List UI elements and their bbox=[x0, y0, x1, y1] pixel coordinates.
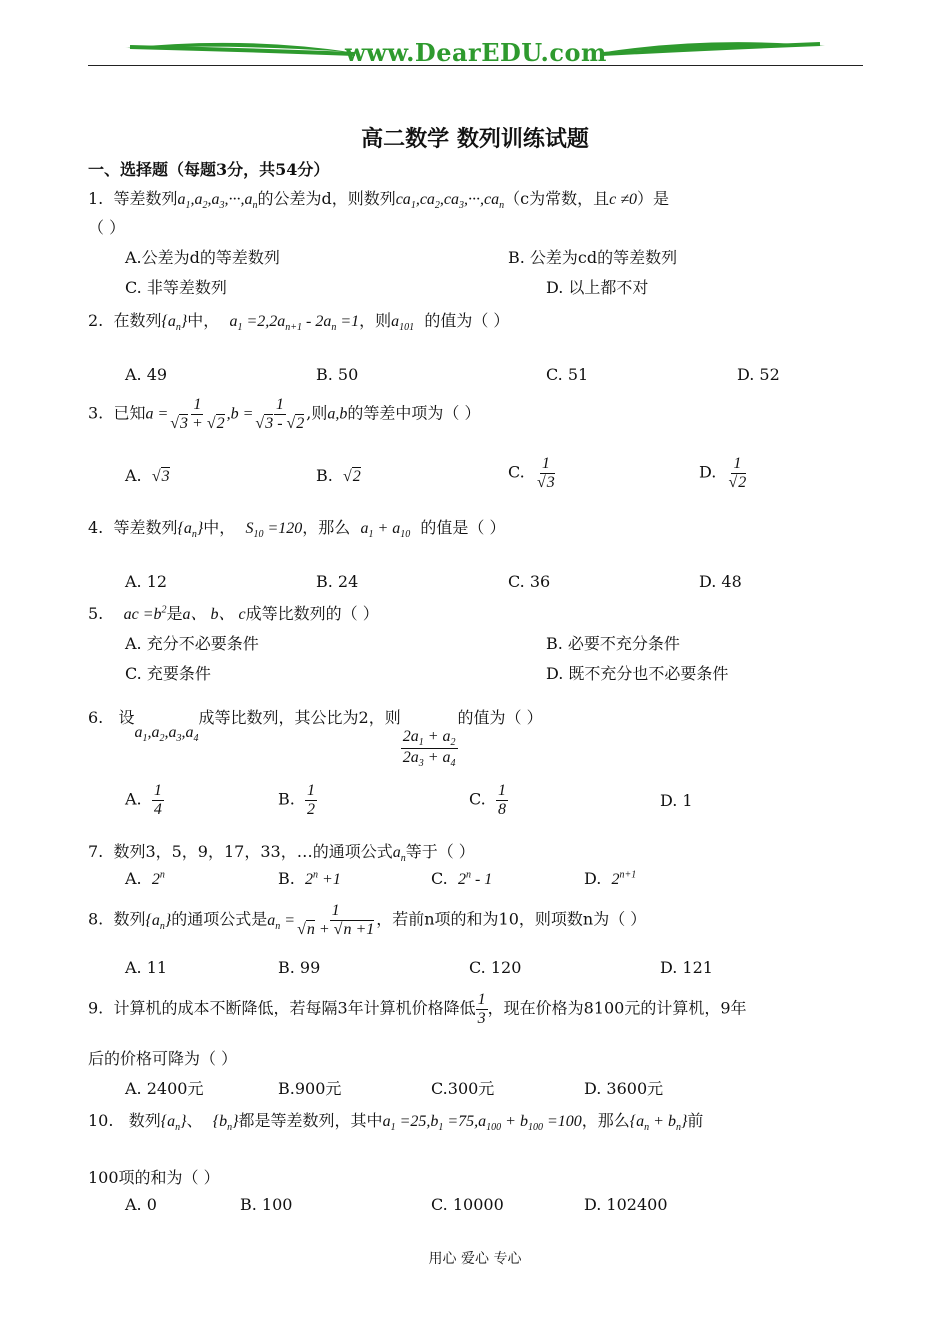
question-5: 5. ac $=b^2$是a、 b、 c成等比数列的（ ） bbox=[88, 604, 379, 623]
q2-option-d[interactable]: D. 52 bbox=[737, 365, 780, 384]
section-heading: 一、选择题（每题3分，共54分） bbox=[88, 160, 330, 179]
q4-option-b[interactable]: B. 24 bbox=[316, 572, 359, 591]
q4-option-c[interactable]: C. 36 bbox=[508, 572, 551, 591]
q1-option-a[interactable]: A.公差为d的等差数列 bbox=[125, 248, 280, 267]
q2-option-b[interactable]: B. 50 bbox=[316, 365, 359, 384]
q4-option-a[interactable]: A. 12 bbox=[125, 572, 168, 591]
q3-option-d[interactable]: D. 1 √ 2 bbox=[699, 455, 748, 491]
question-8: 8. 数列$\{a_n\}$的通项公式是$a_n$ = 1 √ n + √ n +1 ，若前n项的和为10，则项数n为（ ） bbox=[88, 902, 646, 938]
q1-option-c[interactable]: C. 非等差数列 bbox=[125, 278, 227, 297]
question-4: 4. 等差数列$\{a_n\}$中， $S_{10} =120$，那么 $a_1 + a_{10}$ 的值是（ ） bbox=[88, 518, 506, 541]
q5-option-a[interactable]: A. 充分不必要条件 bbox=[125, 634, 259, 653]
question-10-cont: 100项的和为（ ） bbox=[88, 1168, 220, 1187]
q7-option-b[interactable]: B. $2^n +1$ bbox=[278, 869, 341, 888]
question-1-paren: （ ） bbox=[88, 218, 126, 237]
q8-option-d[interactable]: D. 121 bbox=[660, 958, 713, 977]
q7-option-d[interactable]: D. $2^{n+1}$ bbox=[584, 869, 637, 888]
q9-option-d[interactable]: D. 3600元 bbox=[584, 1079, 664, 1098]
q1-option-b[interactable]: B. 公差为cd的等差数列 bbox=[508, 248, 678, 267]
question-3: 3. 已知a = 1 √ 3 + √ 2 ,b = 1 √ 3 - √ 2 ,则a,b的等差中项为（ ） bbox=[88, 396, 480, 432]
q10-option-a[interactable]: A. 0 bbox=[125, 1195, 157, 1214]
q4-option-d[interactable]: D. 48 bbox=[699, 572, 742, 591]
q8-option-c[interactable]: C. 120 bbox=[469, 958, 522, 977]
question-1: 1. 等差数列$a_1,a_2,a_3,\cdot\cdot\cdot,a_n$的公差为d，则数列$ca_1,ca_2,ca_3,\cdot\cdot\cdot,ca_n(c$为常数，且c ≠0）是 bbox=[88, 189, 670, 212]
q3-option-b[interactable]: B. √ 2 bbox=[316, 466, 361, 486]
q7-option-c[interactable]: C. 2$^n$ - 1 bbox=[431, 869, 493, 888]
q9-option-b[interactable]: B.900元 bbox=[278, 1079, 342, 1098]
q10-option-c[interactable]: C. 10000 bbox=[431, 1195, 504, 1214]
page-title: 高二数学 数列训练试题 bbox=[361, 126, 589, 152]
page-footer: 用心 爱心 专心 bbox=[428, 1251, 522, 1267]
q2-option-c[interactable]: C. 51 bbox=[546, 365, 589, 384]
question-7: 7. 数列3，5，9，17，33，…的通项公式$a_n$等于（ ） bbox=[88, 842, 475, 865]
q6-option-d[interactable]: D. 1 bbox=[660, 791, 693, 810]
q3-option-c[interactable]: C. 1 √ 3 bbox=[508, 455, 557, 491]
q5-option-b[interactable]: B. 必要不充分条件 bbox=[546, 634, 680, 653]
question-6: 6. 设$a_1,a_2,a_3,a_4$成等比数列，其公比为2，则 $\frac{2a_1 + a_2}{2a_3 + a_4}$ 的值为（ ） bbox=[88, 708, 543, 770]
question-9: 9. 计算机的成本不断降低，若每隔3年计算机价格降低 $\frac{1}{3}$ ，现在价格为8100元的计算机，9年 bbox=[88, 991, 747, 1027]
q5-option-c[interactable]: C. 充要条件 bbox=[125, 664, 211, 683]
q9-option-c[interactable]: C.300元 bbox=[431, 1079, 495, 1098]
q2-option-a[interactable]: A. 49 bbox=[125, 365, 168, 384]
q9-option-a[interactable]: A. 2400元 bbox=[125, 1079, 204, 1098]
question-9-cont: 后的价格可降为（ ） bbox=[88, 1049, 238, 1068]
header-rule bbox=[88, 65, 863, 66]
q6-option-a[interactable]: A. $\frac{1}{4}$ bbox=[125, 782, 162, 818]
q5-option-d[interactable]: D. 既不充分也不必要条件 bbox=[546, 664, 729, 683]
q10-option-d[interactable]: D. 102400 bbox=[584, 1195, 668, 1214]
q7-option-a[interactable]: A. 2$^n$ bbox=[125, 869, 165, 888]
q8-option-a[interactable]: A. 11 bbox=[125, 958, 168, 977]
q3-option-a[interactable]: A. √ 3 bbox=[125, 466, 170, 486]
q6-option-b[interactable]: B. $\frac{1}{2}$ bbox=[278, 782, 316, 818]
question-2: 2. 在数列$\{a_n\}$中， $a_1 =2,2a_{n+1} - 2a_n =1$，则$a_{101}$ 的值为（ ） bbox=[88, 311, 510, 334]
q8-option-b[interactable]: B. 99 bbox=[278, 958, 321, 977]
logo-text: www.DearEDU.com bbox=[345, 38, 607, 67]
q10-option-b[interactable]: B. 100 bbox=[240, 1195, 293, 1214]
q1-option-d[interactable]: D. 以上都不对 bbox=[546, 278, 649, 297]
q6-option-c[interactable]: C. $\frac{1}{8}$ bbox=[469, 782, 506, 818]
question-10: 10. 数列$\{a_n\}$、 $\{b_n\}$都是等差数列，其中$a_1 =25,b_1 =75,a_{100} + b_{100} =100$，那么$\{a_n + b_n\}$前 bbox=[88, 1111, 704, 1134]
